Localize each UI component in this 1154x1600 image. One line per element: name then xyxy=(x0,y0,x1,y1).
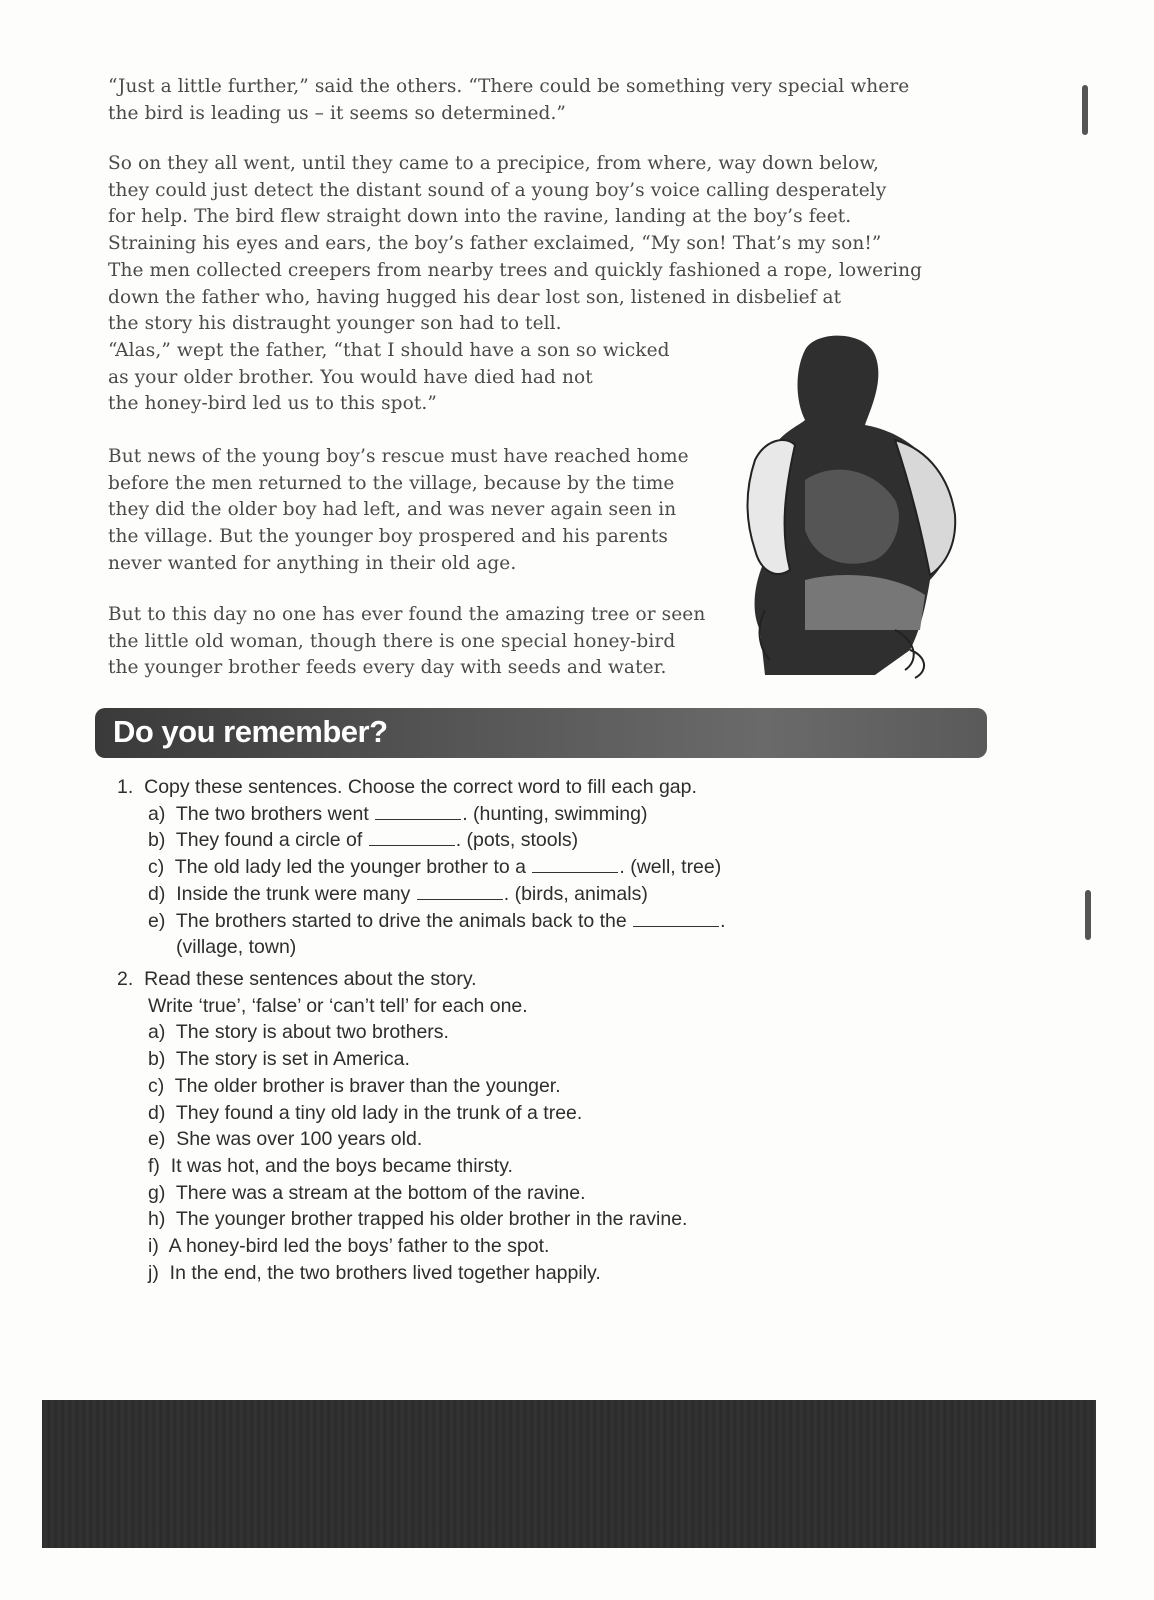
item-letter: c) xyxy=(148,1074,165,1097)
question-2 xyxy=(117,966,477,993)
question-1-item xyxy=(148,881,648,908)
story-line: “Just a little further,” said the others. “There could be something very special where xyxy=(108,76,910,97)
item-options: . xyxy=(720,909,726,932)
question-2-item xyxy=(148,1019,449,1046)
story-line: the honey-bird led us to this spot.” xyxy=(108,393,437,415)
story-line: they did the older boy had left, and was never again seen in xyxy=(108,499,677,521)
story-line: But news of the young boy’s rescue must have reached home xyxy=(108,446,689,467)
question-1-item xyxy=(148,854,721,881)
item-text: There was a stream at the bottom of the ravine. xyxy=(175,1181,586,1204)
item-letter: d) xyxy=(148,882,166,905)
blank-gap xyxy=(369,829,455,846)
item-text: They found a circle of xyxy=(175,829,363,852)
item-text: Inside the trunk were many xyxy=(176,882,411,905)
story-line: down the father who, having hugged his dear lost son, listened in disbelief at xyxy=(108,286,842,308)
scan-mark xyxy=(1082,85,1088,135)
item-options: (village, town) xyxy=(176,936,297,959)
item-letter: e) xyxy=(148,1128,166,1151)
section-title: Do you remember? xyxy=(113,714,388,749)
story-line: But to this day no one has ever found the amazing tree or seen xyxy=(108,604,706,625)
item-text: She was over 100 years old. xyxy=(176,1128,423,1151)
item-letter: h) xyxy=(148,1208,166,1231)
item-options: . (hunting, swimming) xyxy=(462,802,648,825)
item-text: It was hot, and the boys became thirsty. xyxy=(170,1154,513,1177)
item-letter: i) xyxy=(148,1235,159,1257)
item-text: The younger brother trapped his older brother in the ravine. xyxy=(175,1208,688,1231)
question-prompt: Write ‘true’, ‘false’ or ‘can’t tell’ for each one. xyxy=(148,994,528,1017)
story-line: The men collected creepers from nearby trees and quickly fashioned a rope, lowering xyxy=(108,259,923,281)
section-header xyxy=(95,708,987,758)
item-letter: a) xyxy=(148,802,166,825)
item-letter: f) xyxy=(148,1154,160,1177)
story-line: Straining his eyes and ears, the boy’s father exclaimed, “My son! That’s my son!” xyxy=(108,233,882,255)
item-letter: j) xyxy=(148,1261,159,1284)
item-letter: b) xyxy=(148,829,166,852)
dark-scan-band xyxy=(42,1400,1096,1548)
story-line: So on they all went, until they came to a precipice, from where, way down below, xyxy=(108,153,880,174)
story-paragraph xyxy=(108,74,909,127)
story-paragraph xyxy=(108,602,705,682)
item-text: The old lady led the younger brother to a xyxy=(174,856,526,879)
item-letter: a) xyxy=(148,1021,166,1044)
item-letter: b) xyxy=(148,1048,166,1071)
story-line: for help. The bird flew straight down into the ravine, landing at the boy’s feet. xyxy=(108,206,852,228)
item-options: . (birds, animals) xyxy=(503,882,648,905)
story-line: the younger brother feeds every day with seeds and water. xyxy=(108,657,667,679)
father-hugging-son-illustration xyxy=(745,330,970,685)
item-letter: c) xyxy=(148,856,165,879)
question-2-item xyxy=(148,1073,561,1100)
question-2-item xyxy=(148,1046,410,1073)
story-line: never wanted for anything in their old age. xyxy=(108,552,517,574)
question-1-item xyxy=(148,801,648,828)
question-1-item xyxy=(148,908,726,935)
question-1-item xyxy=(148,827,578,854)
question-2-item xyxy=(148,1233,549,1260)
item-letter: e) xyxy=(148,909,166,932)
story-line: the bird is leading us – it seems so determined.” xyxy=(108,102,566,124)
question-number: 2. xyxy=(117,968,134,990)
question-prompt: Read these sentences about the story. xyxy=(144,968,477,990)
story-line: as your older brother. You would have died had not xyxy=(108,366,593,388)
item-text: The older brother is braver than the younger. xyxy=(174,1074,561,1097)
blank-gap xyxy=(417,883,503,900)
blank-gap xyxy=(375,803,461,820)
item-letter: d) xyxy=(148,1101,166,1124)
question-number: 1. xyxy=(117,776,134,798)
question-2-item xyxy=(148,1100,582,1127)
item-text: The two brothers went xyxy=(175,802,369,825)
story-paragraph xyxy=(108,444,689,578)
question-2-item xyxy=(148,1206,687,1233)
question-2-item xyxy=(148,1126,422,1153)
question-1-item-e-options xyxy=(148,934,296,961)
blank-gap xyxy=(532,856,618,873)
blank-gap xyxy=(633,910,719,927)
item-text: A honey-bird led the boys’ father to the spot. xyxy=(168,1235,550,1257)
question-1 xyxy=(117,774,697,801)
story-line: they could just detect the distant sound of a young boy’s voice calling desperately xyxy=(108,179,887,201)
question-2-instructions xyxy=(148,993,528,1020)
item-options: . (well, tree) xyxy=(619,856,722,879)
story-line: the village. But the younger boy prospered and his parents xyxy=(108,526,669,548)
question-2-item xyxy=(148,1153,513,1180)
item-options: . (pots, stools) xyxy=(455,829,579,852)
story-line: “Alas,” wept the father, “that I should have a son so wicked xyxy=(108,339,670,361)
scan-mark xyxy=(1085,890,1091,940)
item-text: In the end, the two brothers lived together happily. xyxy=(169,1261,601,1284)
item-text: The story is set in America. xyxy=(175,1048,410,1071)
question-prompt: Copy these sentences. Choose the correct word to fill each gap. xyxy=(144,776,697,798)
item-text: The story is about two brothers. xyxy=(175,1021,449,1044)
item-letter: g) xyxy=(148,1181,166,1204)
story-line: before the men returned to the village, because by the time xyxy=(108,472,675,494)
question-2-item xyxy=(148,1180,586,1207)
item-text: They found a tiny old lady in the trunk of a tree. xyxy=(175,1101,583,1124)
question-2-item xyxy=(148,1260,601,1287)
item-text: The brothers started to drive the animals back to the xyxy=(175,909,627,932)
story-line: the little old woman, though there is one special honey-bird xyxy=(108,630,676,652)
story-line: the story his distraught younger son had to tell. xyxy=(108,313,562,335)
